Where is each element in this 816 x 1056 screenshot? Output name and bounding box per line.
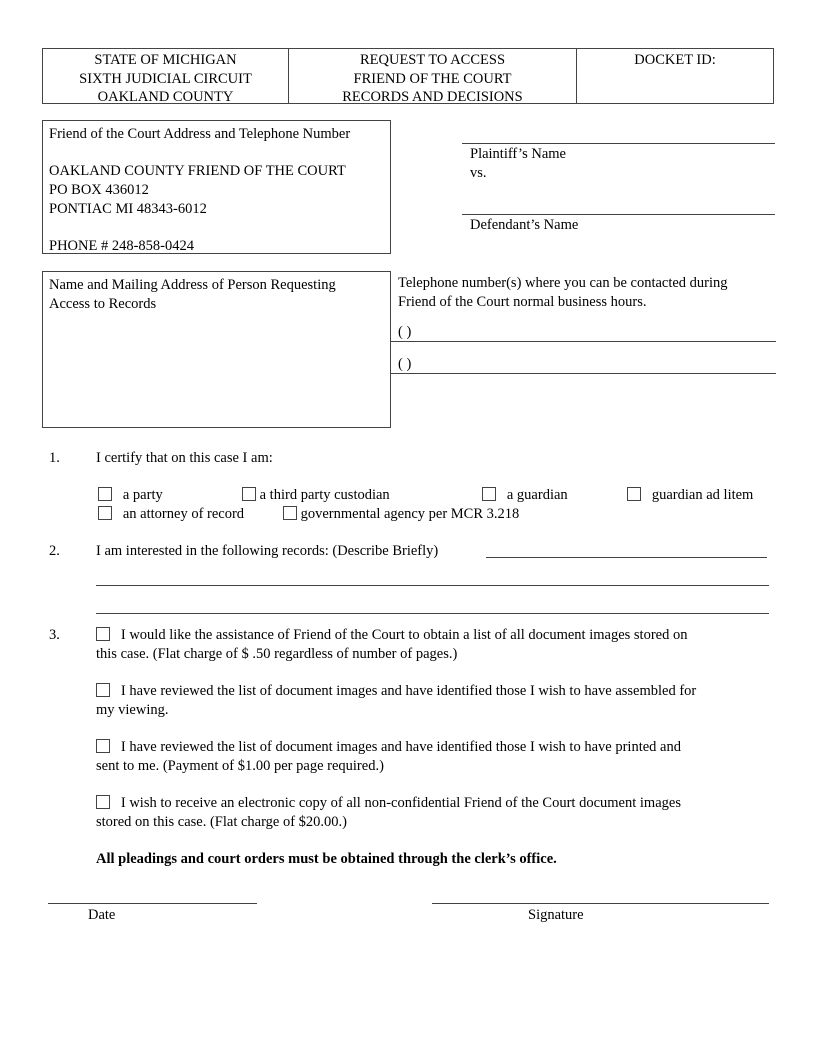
foc-address-box	[42, 120, 391, 254]
signature-label: Signature	[528, 907, 584, 923]
item2-text: I am interested in the following records: (Describe Briefly)	[96, 543, 439, 559]
option-attorney[interactable]	[98, 505, 244, 524]
option-electronic-copy-text1: I wish to receive an electronic copy of all non-confidential Friend of the Court document images	[120, 795, 681, 811]
plaintiff-label: Plaintiff’s Name	[470, 146, 566, 162]
defendant-name-field[interactable]	[462, 214, 775, 215]
records-description-line3[interactable]	[96, 613, 769, 614]
option-document-list-text2: this case. (Flat charge of $ .50 regardless of number of pages.)	[96, 646, 458, 662]
court-county: OAKLAND COUNTY	[97, 89, 234, 105]
checkbox-document-list[interactable]	[96, 627, 110, 641]
defendant-label: Defendant’s Name	[470, 217, 579, 233]
court-state: STATE OF MICHIGAN	[94, 52, 237, 68]
option-third-party-custodian[interactable]	[242, 486, 390, 505]
telephone-field-2[interactable]	[391, 373, 776, 374]
telephone-instructions-line2: Friend of the Court normal business hours.	[398, 294, 647, 310]
option-guardian-ad-litem[interactable]	[627, 486, 753, 505]
option-governmental-agency[interactable]	[283, 505, 519, 524]
date-field[interactable]	[48, 903, 257, 904]
requester-box-label-line1: Name and Mailing Address of Person Requesting	[49, 277, 336, 293]
option-printed-copies-text2: sent to me. (Payment of $1.00 per page required.)	[96, 758, 384, 774]
form-title-line1: REQUEST TO ACCESS	[359, 52, 506, 68]
docket-id-cell[interactable]	[577, 49, 773, 103]
telephone-instructions-line1: Telephone number(s) where you can be contacted during	[398, 275, 728, 291]
checkbox-guardian[interactable]	[482, 487, 496, 501]
option-electronic-copy-text2: stored on this case. (Flat charge of $20.00.)	[96, 814, 348, 830]
option-electronic-copy[interactable]	[96, 794, 776, 832]
checkbox-attorney[interactable]	[98, 506, 112, 520]
form-title-line3: RECORDS AND DECISIONS	[342, 89, 523, 105]
docket-id-label: DOCKET ID:	[634, 52, 716, 68]
checkbox-party[interactable]	[98, 487, 112, 501]
foc-phone: PHONE # 248-858-0424	[49, 238, 194, 254]
foc-name: OAKLAND COUNTY FRIEND OF THE COURT	[49, 163, 346, 179]
clerk-notice: All pleadings and court orders must be obtained through the clerk’s office.	[96, 851, 557, 867]
header-table	[42, 48, 774, 104]
option-guardian-ad-litem-label: guardian ad litem	[651, 487, 754, 503]
foc-city: PONTIAC MI 48343-6012	[49, 201, 207, 217]
form-title-line2: FRIEND OF THE COURT	[353, 70, 512, 87]
records-description-line2[interactable]	[96, 585, 769, 586]
plaintiff-name-field[interactable]	[462, 143, 775, 144]
item1-text: I certify that on this case I am:	[96, 450, 273, 466]
option-attorney-label: an attorney of record	[122, 506, 245, 522]
option-party-label: a party	[122, 487, 163, 503]
option-assembled-viewing-text2: my viewing.	[96, 702, 169, 718]
option-assembled-viewing[interactable]	[96, 682, 776, 720]
versus-label: vs.	[470, 165, 487, 181]
requester-box-label-line2: Access to Records	[49, 296, 157, 312]
checkbox-printed-copies[interactable]	[96, 739, 110, 753]
option-guardian[interactable]	[482, 486, 568, 505]
foc-po-box: PO BOX 436012	[49, 182, 149, 198]
signature-field[interactable]	[432, 903, 769, 904]
option-assembled-viewing-text1: I have reviewed the list of document images and have identified those I wish to have assembled for	[120, 683, 697, 699]
option-printed-copies[interactable]	[96, 738, 776, 776]
checkbox-electronic-copy[interactable]	[96, 795, 110, 809]
checkbox-third-party-custodian[interactable]	[242, 487, 256, 501]
court-info-cell	[43, 49, 289, 103]
option-guardian-label: a guardian	[506, 487, 568, 503]
telephone-field-1[interactable]	[391, 341, 776, 342]
court-circuit: SIXTH JUDICIAL CIRCUIT	[79, 70, 252, 87]
telephone-area-code-1: ( )	[398, 324, 412, 340]
option-third-party-custodian-label: a third party custodian	[259, 487, 390, 503]
records-description-line1[interactable]	[486, 557, 767, 558]
checkbox-guardian-ad-litem[interactable]	[627, 487, 641, 501]
requester-address-box[interactable]	[42, 271, 391, 428]
option-document-list[interactable]	[96, 626, 776, 664]
option-party[interactable]	[98, 486, 163, 505]
checkbox-governmental-agency[interactable]	[283, 506, 297, 520]
item1-number: 1.	[49, 450, 60, 466]
item2-number: 2.	[49, 543, 60, 559]
option-document-list-text1: I would like the assistance of Friend of the Court to obtain a list of all document images stored on	[120, 627, 688, 643]
option-governmental-agency-label: governmental agency per MCR 3.218	[300, 506, 520, 522]
date-label: Date	[88, 907, 116, 923]
option-printed-copies-text1: I have reviewed the list of document images and have identified those I wish to have printed and	[120, 739, 681, 755]
foc-box-title: Friend of the Court Address and Telephone Number	[49, 126, 351, 142]
checkbox-assembled-viewing[interactable]	[96, 683, 110, 697]
item3-number: 3.	[49, 627, 60, 643]
form-title-cell	[289, 49, 577, 103]
telephone-area-code-2: ( )	[398, 356, 412, 372]
